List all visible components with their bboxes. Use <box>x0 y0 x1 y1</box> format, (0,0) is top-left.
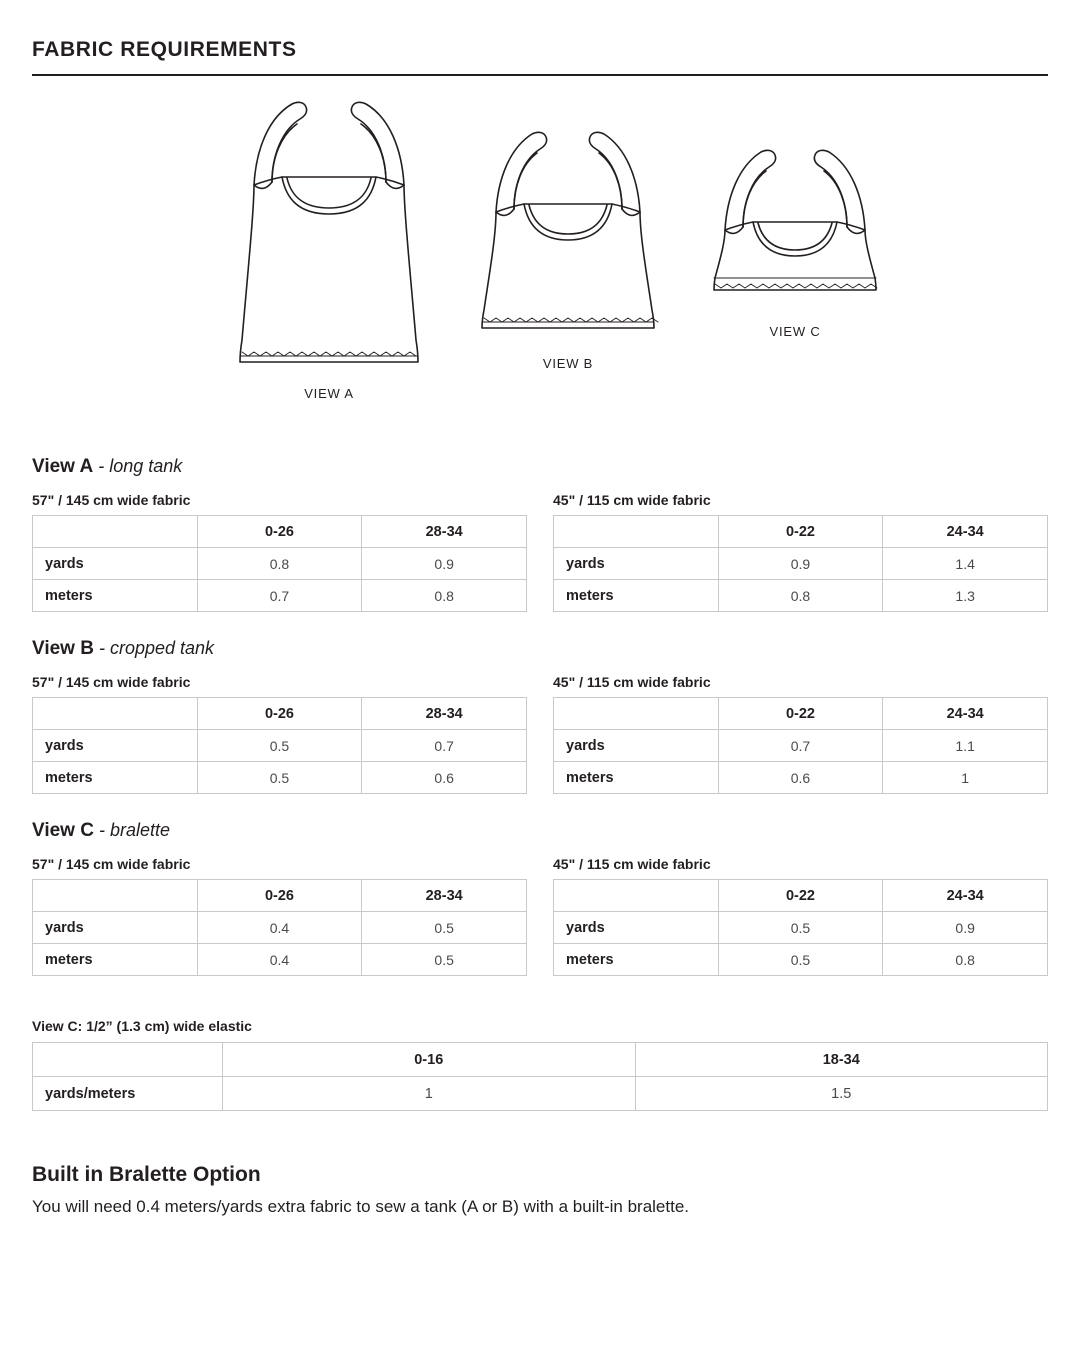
table-row <box>33 762 527 794</box>
row-label-meters: meters <box>33 762 198 794</box>
note-title: Built in Bralette Option <box>32 1163 261 1186</box>
cell-value: 1 <box>883 762 1048 794</box>
fabric-table-b-57 <box>32 697 527 794</box>
row-label-yards: yards <box>33 912 198 944</box>
view-name-c: View C <box>32 820 94 841</box>
elastic-label: View C: 1/2” (1.3 cm) wide elastic <box>32 1018 252 1034</box>
elastic-requirements <box>32 1018 1048 1111</box>
fabric-table-c-45 <box>553 879 1048 976</box>
table-header-row <box>33 1043 1048 1077</box>
column-header-size-1: 0-22 <box>718 516 883 548</box>
view-name-a: View A <box>32 456 94 477</box>
illustration-caption-c: VIEW C <box>769 324 821 339</box>
column-header-size-1: 0-26 <box>197 880 362 912</box>
table-row <box>554 912 1048 944</box>
column-header-size-2: 24-34 <box>883 698 1048 730</box>
fabric-block-a-narrow <box>553 492 1048 612</box>
cell-value: 0.8 <box>197 548 362 580</box>
cell-value: 0.7 <box>197 580 362 612</box>
column-header-blank <box>554 516 719 548</box>
view-section-c <box>32 820 1048 976</box>
page-title: FABRIC REQUIREMENTS <box>32 38 297 61</box>
column-header-size-2: 18-34 <box>635 1043 1048 1077</box>
fabric-block-b-narrow <box>553 674 1048 794</box>
fabric-width-label: 57" / 145 cm wide fabric <box>32 492 191 508</box>
elastic-table <box>32 1042 1048 1111</box>
cell-value: 0.9 <box>718 548 883 580</box>
garment-illustrations <box>32 90 1048 430</box>
table-row <box>33 548 527 580</box>
column-header-blank <box>33 880 198 912</box>
fabric-width-label: 57" / 145 cm wide fabric <box>32 674 191 690</box>
table-row <box>33 1077 1048 1111</box>
illustration-view-c <box>680 138 910 339</box>
fabric-block-c-wide <box>32 856 527 976</box>
cell-value: 0.5 <box>197 730 362 762</box>
cell-value: 0.5 <box>362 944 527 976</box>
cell-value: 0.8 <box>718 580 883 612</box>
cell-value: 0.5 <box>362 912 527 944</box>
built-in-bralette-note <box>32 1163 1048 1217</box>
fabric-table-a-57 <box>32 515 527 612</box>
fabric-table-a-45 <box>553 515 1048 612</box>
row-label-meters: meters <box>33 580 198 612</box>
column-header-size-2: 28-34 <box>362 880 527 912</box>
table-header-row <box>554 698 1048 730</box>
table-row <box>554 730 1048 762</box>
cell-value: 1 <box>223 1077 636 1111</box>
table-row <box>554 548 1048 580</box>
column-header-size-2: 28-34 <box>362 698 527 730</box>
fabric-table-b-45 <box>553 697 1048 794</box>
row-label-meters: meters <box>33 944 198 976</box>
column-header-blank <box>33 1043 223 1077</box>
cell-value: 0.8 <box>362 580 527 612</box>
illustration-view-a <box>204 90 454 401</box>
table-header-row <box>33 698 527 730</box>
column-header-size-1: 0-26 <box>197 698 362 730</box>
column-header-blank <box>33 698 198 730</box>
cell-value: 0.7 <box>718 730 883 762</box>
column-header-size-1: 0-22 <box>718 698 883 730</box>
cell-value: 0.5 <box>718 944 883 976</box>
view-descriptor-b: - cropped tank <box>93 638 215 658</box>
table-row <box>33 580 527 612</box>
table-row <box>554 944 1048 976</box>
view-heading-a <box>32 456 1048 478</box>
fabric-block-c-narrow <box>553 856 1048 976</box>
fabric-table-c-57 <box>32 879 527 976</box>
cell-value: 1.4 <box>883 548 1048 580</box>
row-label-yards-meters: yards/meters <box>33 1077 223 1111</box>
cell-value: 0.5 <box>718 912 883 944</box>
fabric-block-b-wide <box>32 674 527 794</box>
row-label-yards: yards <box>554 730 719 762</box>
cell-value: 0.4 <box>197 912 362 944</box>
column-header-size-1: 0-16 <box>223 1043 636 1077</box>
fabric-block-a-wide <box>32 492 527 612</box>
cell-value: 0.7 <box>362 730 527 762</box>
cell-value: 0.9 <box>883 912 1048 944</box>
table-header-row <box>33 880 527 912</box>
cell-value: 0.9 <box>362 548 527 580</box>
table-row <box>554 580 1048 612</box>
column-header-blank <box>33 516 198 548</box>
header-divider <box>32 74 1048 76</box>
view-name-b: View B <box>32 638 94 659</box>
column-header-size-2: 24-34 <box>883 516 1048 548</box>
view-section-a <box>32 456 1048 612</box>
table-header-row <box>554 880 1048 912</box>
view-descriptor-c: - bralette <box>93 820 171 840</box>
cell-value: 0.4 <box>197 944 362 976</box>
table-row <box>33 944 527 976</box>
row-label-meters: meters <box>554 944 719 976</box>
illustration-view-b <box>452 120 684 371</box>
cell-value: 0.5 <box>197 762 362 794</box>
cell-value: 1.1 <box>883 730 1048 762</box>
column-header-size-1: 0-26 <box>197 516 362 548</box>
cell-value: 0.6 <box>362 762 527 794</box>
cropped-tank-line-drawing <box>468 120 668 350</box>
cell-value: 0.6 <box>718 762 883 794</box>
table-row <box>33 730 527 762</box>
table-header-row <box>33 516 527 548</box>
illustration-caption-a: VIEW A <box>304 386 354 401</box>
row-label-yards: yards <box>554 912 719 944</box>
cell-value: 1.5 <box>635 1077 1048 1111</box>
view-heading-b <box>32 638 1048 660</box>
view-section-b <box>32 638 1048 794</box>
bralette-line-drawing <box>695 138 895 318</box>
cell-value: 1.3 <box>883 580 1048 612</box>
column-header-size-2: 24-34 <box>883 880 1048 912</box>
page-header <box>32 0 1048 76</box>
column-header-blank <box>554 880 719 912</box>
illustration-caption-b: VIEW B <box>542 356 594 371</box>
note-text: You will need 0.4 meters/yards extra fabric to sew a tank (A or B) with a built-in bralette. <box>32 1197 690 1216</box>
fabric-width-label: 45" / 115 cm wide fabric <box>553 674 711 690</box>
table-row <box>33 912 527 944</box>
fabric-width-label: 45" / 115 cm wide fabric <box>553 856 711 872</box>
row-label-meters: meters <box>554 762 719 794</box>
column-header-size-2: 28-34 <box>362 516 527 548</box>
long-tank-line-drawing <box>224 90 434 380</box>
row-label-yards: yards <box>33 548 198 580</box>
table-header-row <box>554 516 1048 548</box>
column-header-blank <box>554 698 719 730</box>
view-descriptor-a: - long tank <box>93 456 183 476</box>
view-heading-c <box>32 820 1048 842</box>
fabric-width-label: 45" / 115 cm wide fabric <box>553 492 711 508</box>
row-label-yards: yards <box>33 730 198 762</box>
fabric-width-label: 57" / 145 cm wide fabric <box>32 856 191 872</box>
cell-value: 0.8 <box>883 944 1048 976</box>
row-label-yards: yards <box>554 548 719 580</box>
row-label-meters: meters <box>554 580 719 612</box>
table-row <box>554 762 1048 794</box>
column-header-size-1: 0-22 <box>718 880 883 912</box>
